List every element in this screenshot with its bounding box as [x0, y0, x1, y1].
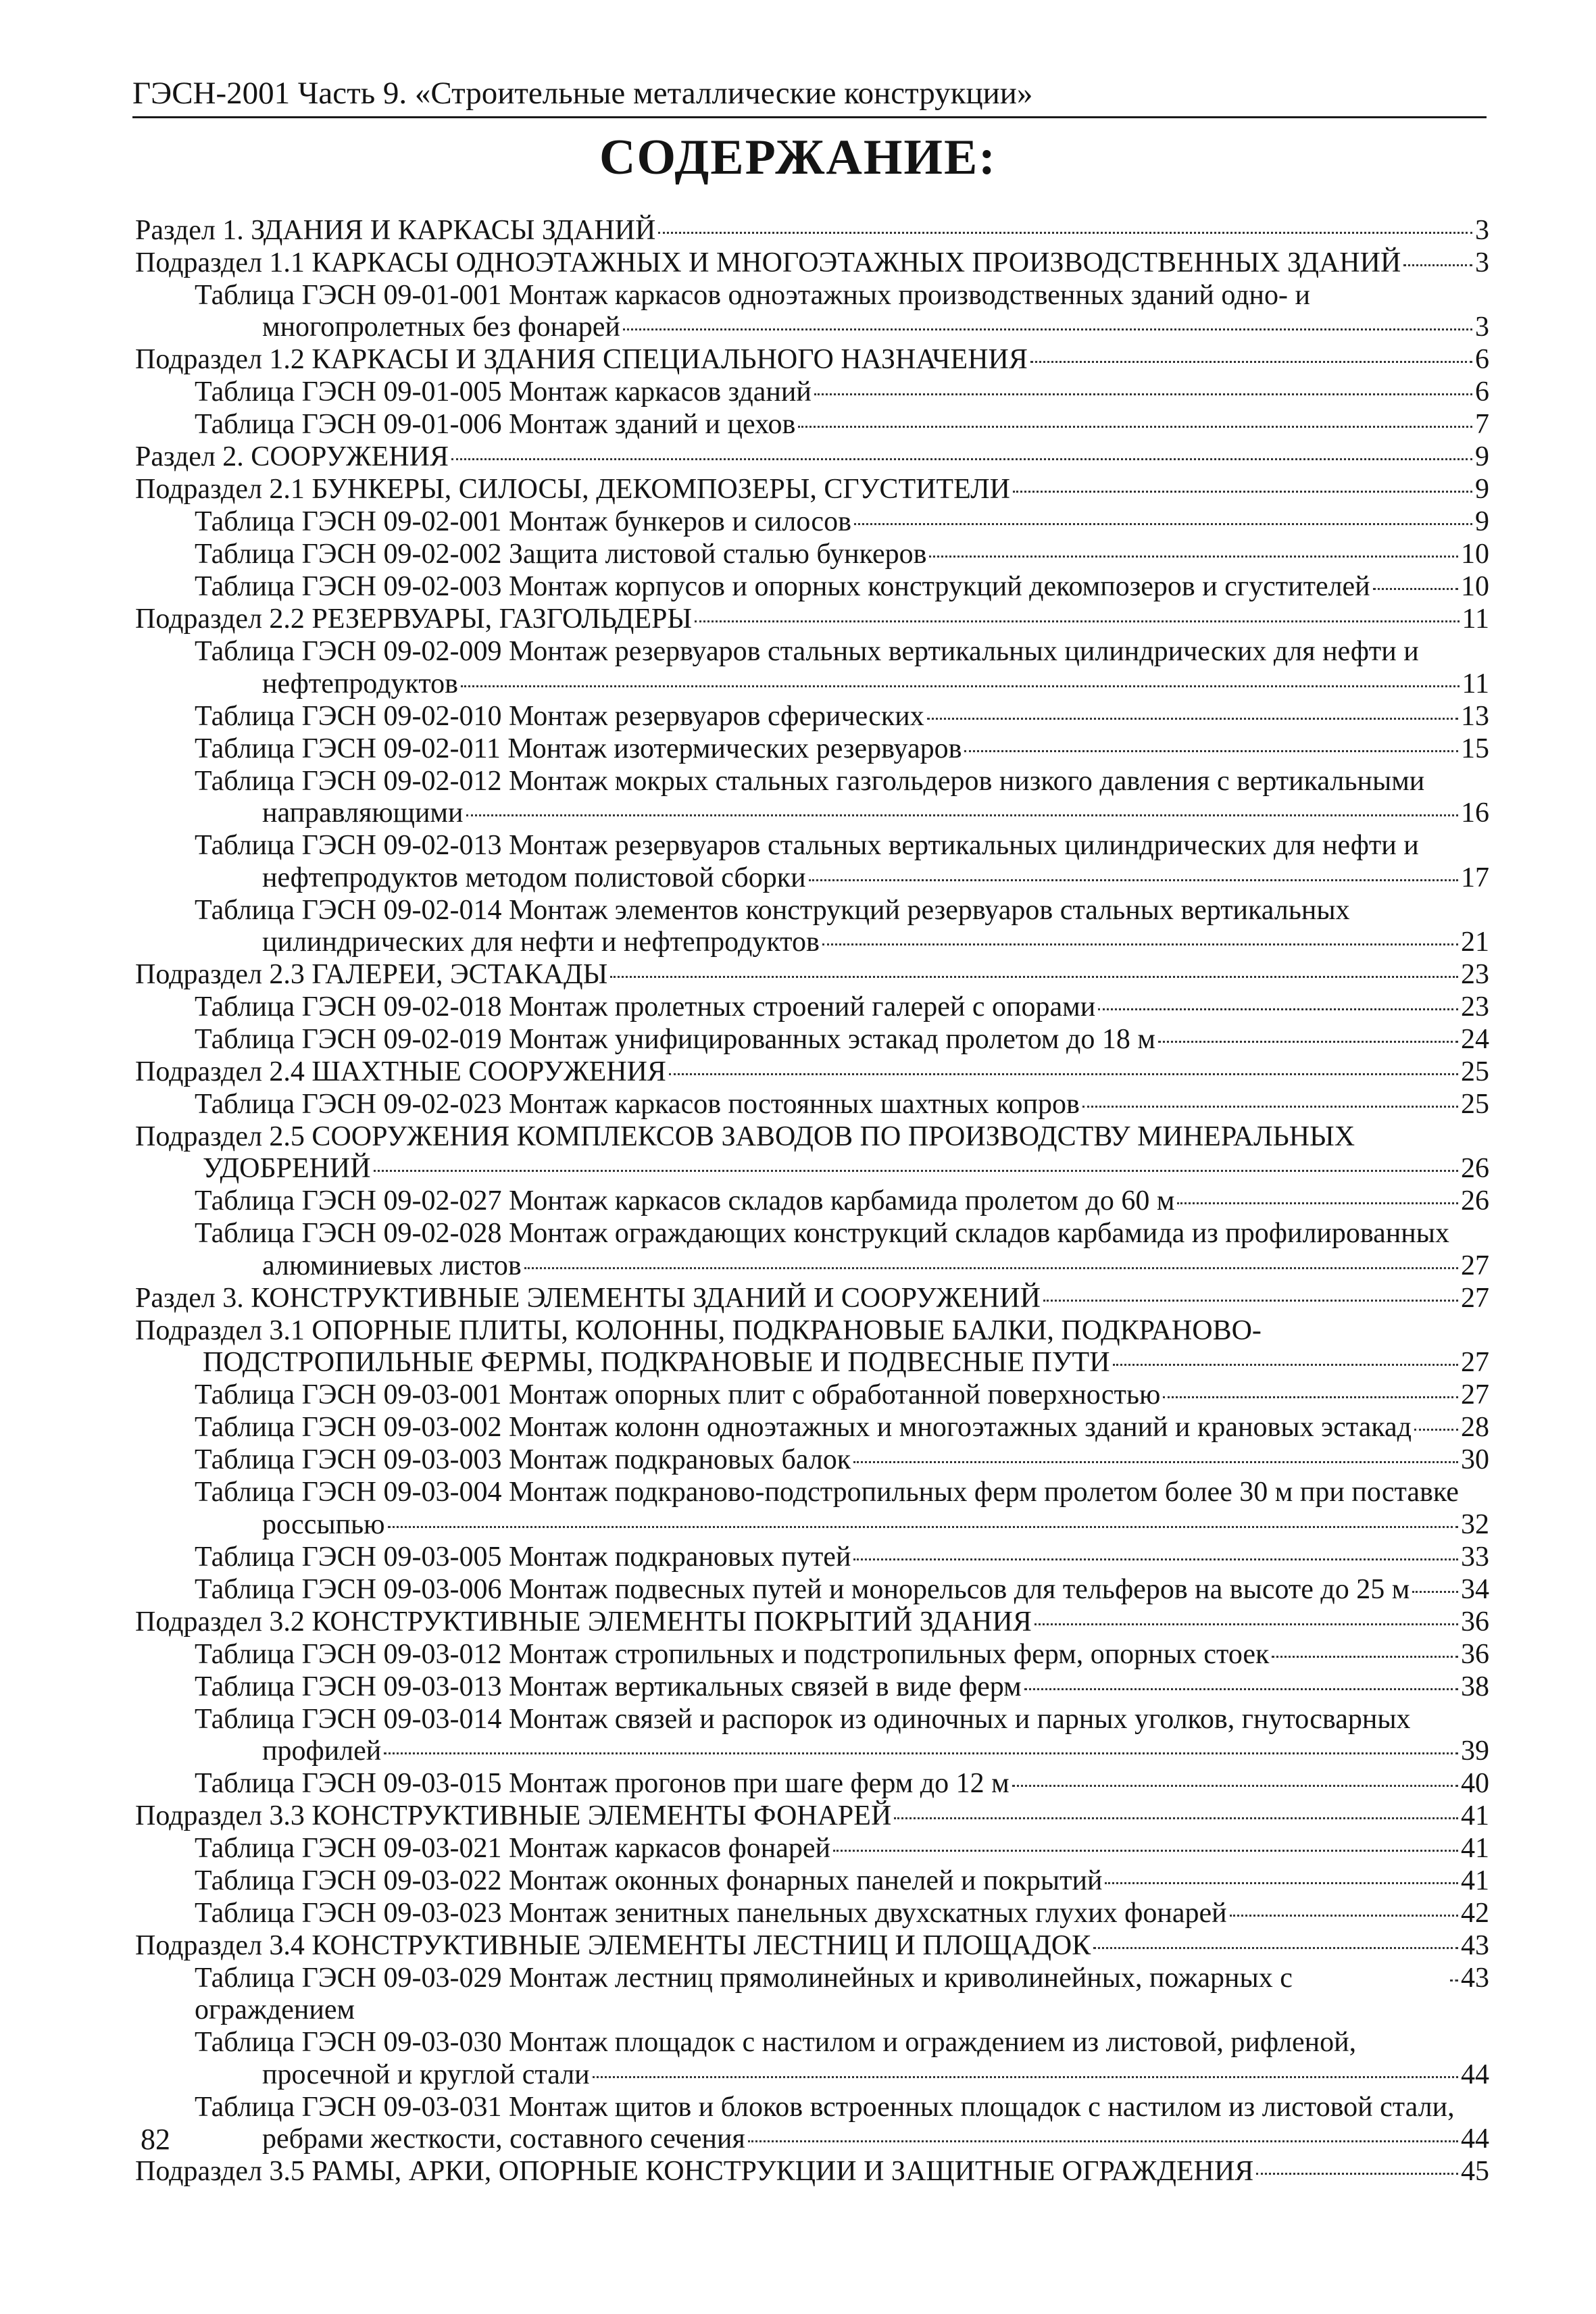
toc-entry-label-line: Подраздел 3.1 ОПОРНЫЕ ПЛИТЫ, КОЛОННЫ, ПОДКРАНОВЫЕ БАЛКИ, ПОДКРАНОВО-: [135, 1314, 1262, 1346]
toc-entry-page: 9: [1475, 506, 1489, 538]
dot-leader: [1412, 1591, 1458, 1593]
dot-leader: [451, 458, 1472, 460]
toc-entry-label: Подраздел 2.1 БУНКЕРЫ, СИЛОСЫ, ДЕКОМПОЗЕРЫ, СГУСТИТЕЛИ: [135, 474, 1011, 506]
toc-entry[interactable]: [195, 636, 1489, 700]
dot-leader: [1093, 1947, 1458, 1949]
toc-entry-label: Таблица ГЭСН 09-03-015 Монтаж прогонов при шаге ферм до 12 м: [195, 1768, 1009, 1800]
toc-entry-label: Таблица ГЭСН 09-03-012 Монтаж стропильных и подстропильных ферм, опорных стоек: [195, 1638, 1270, 1670]
toc-entry-label-continuation: ПОДСТРОПИЛЬНЫЕ ФЕРМЫ, ПОДКРАНОВЫЕ И ПОДВЕСНЫЕ ПУТИ: [203, 1347, 1110, 1379]
dot-leader: [853, 1461, 1458, 1463]
dot-leader: [593, 2076, 1458, 2078]
dot-leader: [524, 1267, 1458, 1269]
toc-entry[interactable]: [195, 2027, 1489, 2091]
toc-entry-page: 27: [1461, 1250, 1489, 1281]
toc-entry-label: Таблица ГЭСН 09-03-022 Монтаж оконных фонарных панелей и покрытий: [195, 1865, 1103, 1897]
dot-leader: [374, 1170, 1458, 1172]
dot-leader: [929, 556, 1458, 558]
toc-entry-label: Таблица ГЭСН 09-02-018 Монтаж пролетных строений галерей с опорами: [195, 991, 1096, 1023]
toc-entry-page: 25: [1461, 1089, 1489, 1121]
page-number: 82: [141, 2123, 170, 2156]
toc-entry[interactable]: [195, 1639, 1489, 1671]
toc-entry-page: 10: [1461, 571, 1489, 603]
toc-entry-page: 17: [1461, 862, 1489, 893]
toc-entry[interactable]: [195, 1412, 1489, 1444]
dot-leader: [894, 1817, 1458, 1819]
dot-leader: [822, 943, 1458, 945]
toc-entry-page: 11: [1462, 668, 1489, 699]
toc-entry-page: 9: [1475, 441, 1489, 473]
dot-leader: [814, 393, 1472, 395]
toc-entry[interactable]: [195, 1574, 1489, 1606]
dot-leader: [1043, 1300, 1458, 1302]
toc-entry-page: 43: [1461, 1930, 1489, 1962]
toc-entry-page: 41: [1461, 1833, 1489, 1865]
dot-leader: [388, 1526, 1458, 1528]
dot-leader: [1034, 1623, 1458, 1625]
toc-entry[interactable]: [195, 1865, 1489, 1897]
toc-entry-label: Таблица ГЭСН 09-03-021 Монтаж каркасов фонарей: [195, 1833, 831, 1865]
dot-leader: [1272, 1656, 1458, 1658]
toc-entry[interactable]: [135, 1930, 1489, 1962]
toc-entry-label-line: Таблица ГЭСН 09-02-009 Монтаж резервуаров стальных вертикальных цилиндрических для нефти и: [195, 636, 1419, 668]
toc-entry[interactable]: [195, 280, 1489, 344]
toc-entry-page: 42: [1461, 1898, 1489, 1929]
dot-leader: [610, 976, 1458, 978]
toc-entry[interactable]: [195, 1833, 1489, 1865]
toc-entry-page: 23: [1461, 991, 1489, 1023]
toc-entry-label-continuation: ребрами жесткости, составного сечения: [262, 2123, 745, 2155]
toc-entry-page: 27: [1461, 1347, 1489, 1379]
toc-entry[interactable]: [135, 1121, 1489, 1185]
toc-entry-page: 6: [1475, 376, 1489, 408]
dot-leader: [1230, 1915, 1458, 1917]
toc-entry-page: 26: [1461, 1153, 1489, 1185]
toc-entry-label: Подраздел 2.2 РЕЗЕРВУАРЫ, ГАЗГОЛЬДЕРЫ: [135, 604, 692, 635]
toc-entry[interactable]: [195, 1477, 1489, 1541]
toc-entry-label-line: Таблица ГЭСН 09-03-030 Монтаж площадок с настилом и ограждением из листовой, рифленой,: [195, 2027, 1357, 2059]
toc-entry-label-line: Таблица ГЭСН 09-03-031 Монтаж щитов и блоков встроенных площадок с настилом из листовой стали,: [195, 2091, 1455, 2123]
toc-entry-page: 36: [1461, 1638, 1489, 1670]
toc-entry-page: 44: [1461, 2059, 1489, 2090]
toc-entry-label: Подраздел 2.4 ШАХТНЫЕ СООРУЖЕНИЯ: [135, 1056, 666, 1088]
toc-entry-page: 41: [1461, 1865, 1489, 1897]
dot-leader: [798, 426, 1472, 428]
toc-entry-label-line: Таблица ГЭСН 09-01-001 Монтаж каркасов одноэтажных производственных зданий одно- и: [195, 280, 1310, 311]
toc-entry-page: 28: [1461, 1412, 1489, 1444]
toc-entry-label-continuation: профилей: [262, 1736, 382, 1767]
toc-entry-label-line: Таблица ГЭСН 09-03-004 Монтаж подкраново-подстропильных ферм пролетом более 30 м при поставке: [195, 1477, 1459, 1508]
toc-entry[interactable]: [135, 441, 1489, 473]
dot-leader: [1163, 1396, 1458, 1398]
dot-leader: [1024, 1688, 1458, 1690]
toc-entry-label-line: Таблица ГЭСН 09-03-014 Монтаж связей и распорок из одиночных и парных уголков, гнутосварных: [195, 1703, 1411, 1735]
dot-leader: [1012, 1785, 1458, 1787]
toc-entry-label: Таблица ГЭСН 09-03-001 Монтаж опорных плит с обработанной поверхностью: [195, 1379, 1161, 1411]
dot-leader: [658, 232, 1472, 234]
dot-leader: [1450, 1979, 1458, 1981]
toc-entry[interactable]: [195, 1379, 1489, 1411]
toc-entry-label: Подраздел 3.4 КОНСТРУКТИВНЫЕ ЭЛЕМЕНТЫ ЛЕСТНИЦ И ПЛОЩАДОК: [135, 1930, 1091, 1962]
toc-entry-label: Раздел 2. СООРУЖЕНИЯ: [135, 441, 449, 473]
toc-entry[interactable]: [135, 1283, 1489, 1314]
dot-leader: [461, 685, 1460, 687]
toc-entry[interactable]: [195, 701, 1489, 733]
toc-entry-page: 3: [1475, 312, 1489, 343]
toc-entry-page: 38: [1461, 1671, 1489, 1702]
toc-entry-page: 11: [1462, 604, 1489, 635]
toc-entry[interactable]: [135, 474, 1489, 506]
toc-entry[interactable]: [195, 1768, 1489, 1800]
toc-entry-page: 16: [1461, 797, 1489, 829]
toc-entry-page: 6: [1475, 344, 1489, 376]
toc-entry[interactable]: [195, 1671, 1489, 1703]
toc-entry[interactable]: [135, 2156, 1489, 2188]
toc-entry-page: 39: [1461, 1736, 1489, 1767]
toc-entry[interactable]: [135, 344, 1489, 376]
toc-entry[interactable]: [195, 506, 1489, 538]
toc-entry[interactable]: [195, 1185, 1489, 1217]
toc-entry-label: Раздел 3. КОНСТРУКТИВНЫЕ ЭЛЕМЕНТЫ ЗДАНИЙ И СООРУЖЕНИЙ: [135, 1282, 1041, 1314]
dot-leader: [964, 750, 1458, 752]
dot-leader: [695, 620, 1460, 622]
toc-entry-label-continuation: россыпью: [262, 1508, 385, 1540]
toc-entry[interactable]: [195, 895, 1489, 959]
toc-entry-label: Подраздел 1.1 КАРКАСЫ ОДНОЭТАЖНЫХ И МНОГОЭТАЖНЫХ ПРОИЗВОДСТВЕННЫХ ЗДАНИЙ: [135, 247, 1401, 278]
toc-entry-label: Подраздел 3.3 КОНСТРУКТИВНЫЕ ЭЛЕМЕНТЫ ФОНАРЕЙ: [135, 1800, 892, 1832]
toc-entry-page: 32: [1461, 1508, 1489, 1540]
dot-leader: [1082, 1106, 1458, 1108]
toc-entry-label: Подраздел 1.2 КАРКАСЫ И ЗДАНИЯ СПЕЦИАЛЬНОГО НАЗНАЧЕНИЯ: [135, 344, 1028, 376]
toc-entry[interactable]: [195, 766, 1489, 830]
toc-entry-label: Таблица ГЭСН 09-02-003 Монтаж корпусов и опорных конструкций декомпозеров и сгустителей: [195, 571, 1370, 603]
toc-entry-label-line: Таблица ГЭСН 09-02-028 Монтаж ограждающих конструкций складов карбамида из профилированных: [195, 1218, 1449, 1250]
toc-entry[interactable]: [195, 1542, 1489, 1573]
toc-entry-label-line: Подраздел 2.5 СООРУЖЕНИЯ КОМПЛЕКСОВ ЗАВОДОВ ПО ПРОИЗВОДСТВУ МИНЕРАЛЬНЫХ: [135, 1121, 1355, 1153]
dot-leader: [1256, 2173, 1458, 2175]
toc-entry[interactable]: [195, 571, 1489, 603]
toc-entry-page: 15: [1461, 733, 1489, 764]
toc-entry-page: 3: [1475, 215, 1489, 246]
toc-entry[interactable]: [195, 1089, 1489, 1121]
dot-leader: [669, 1073, 1458, 1075]
toc-entry-label: Таблица ГЭСН 09-02-011 Монтаж изотермических резервуаров: [195, 733, 962, 764]
toc-entry[interactable]: [195, 991, 1489, 1023]
toc-entry-label-continuation: просечной и круглой стали: [262, 2059, 590, 2090]
toc-entry-label-line: Таблица ГЭСН 09-02-012 Монтаж мокрых стальных газгольдеров низкого давления с вертикальными: [195, 765, 1425, 797]
toc-entry-label-line: Таблица ГЭСН 09-02-014 Монтаж элементов конструкций резервуаров стальных вертикальных: [195, 894, 1350, 926]
toc-entry-label: Таблица ГЭСН 09-03-006 Монтаж подвесных путей и монорельсов для тельферов на высоте до 25 м: [195, 1573, 1410, 1605]
toc-entry-label: Таблица ГЭСН 09-03-003 Монтаж подкрановых балок: [195, 1444, 851, 1476]
toc-entry-label: Таблица ГЭСН 09-02-002 Защита листовой сталью бункеров: [195, 539, 927, 570]
toc-entry-label: Таблица ГЭСН 09-01-005 Монтаж каркасов зданий: [195, 376, 812, 408]
dot-leader: [1098, 1008, 1458, 1010]
toc-entry-page: 40: [1461, 1768, 1489, 1800]
toc-entry[interactable]: [135, 215, 1489, 247]
toc-entry[interactable]: [195, 1704, 1489, 1768]
toc-entry-page: 7: [1475, 409, 1489, 441]
toc-entry-label: Таблица ГЭСН 09-03-013 Монтаж вертикальных связей в виде ферм: [195, 1671, 1022, 1702]
toc-entry-page: 44: [1461, 2123, 1489, 2155]
toc-entry-page: 24: [1461, 1024, 1489, 1056]
toc-entry-page: 10: [1461, 539, 1489, 570]
toc-entry-label: Таблица ГЭСН 09-03-005 Монтаж подкрановых путей: [195, 1541, 851, 1573]
dot-leader: [853, 1558, 1458, 1560]
toc-entry-page: 23: [1461, 959, 1489, 991]
table-of-contents: [0, 215, 1596, 2188]
toc-entry-label-continuation: нефтепродуктов: [262, 668, 458, 699]
running-header: ГЭСН-2001 Часть 9. «Строительные металлические конструкции»: [132, 76, 1033, 111]
dot-leader: [1177, 1202, 1458, 1204]
toc-entry[interactable]: [135, 604, 1489, 635]
header-rule: [132, 116, 1487, 118]
dot-leader: [1158, 1041, 1458, 1043]
toc-entry[interactable]: [135, 1606, 1489, 1638]
toc-entry-page: 9: [1475, 474, 1489, 506]
toc-entry-label: Таблица ГЭСН 09-03-029 Монтаж лестниц прямолинейных и криволинейных, пожарных с ограждением: [195, 1963, 1293, 2026]
toc-entry[interactable]: [195, 1963, 1489, 2027]
toc-entry-label: Подраздел 3.2 КОНСТРУКТИВНЫЕ ЭЛЕМЕНТЫ ПОКРЫТИЙ ЗДАНИЯ: [135, 1606, 1032, 1638]
toc-entry[interactable]: [135, 1315, 1489, 1379]
toc-entry-label-line: Таблица ГЭСН 09-02-013 Монтаж резервуаров стальных вертикальных цилиндрических для нефти и: [195, 830, 1419, 862]
dot-leader: [1013, 491, 1472, 493]
toc-entry-label: Раздел 1. ЗДАНИЯ И КАРКАСЫ ЗДАНИЙ: [135, 215, 656, 246]
dot-leader: [466, 814, 1459, 816]
toc-entry-label: Подраздел 3.5 РАМЫ, АРКИ, ОПОРНЫЕ КОНСТРУКЦИИ И ЗАЩИТНЫЕ ОГРАЖДЕНИЯ: [135, 2156, 1254, 2188]
toc-entry[interactable]: [135, 1056, 1489, 1088]
toc-entry-page: 21: [1461, 927, 1489, 958]
dot-leader: [833, 1850, 1458, 1852]
toc-entry[interactable]: [195, 409, 1489, 441]
toc-entry-page: 25: [1461, 1056, 1489, 1088]
toc-entry-label: Таблица ГЭСН 09-01-006 Монтаж зданий и цехов: [195, 409, 796, 441]
toc-entry-page: 27: [1461, 1379, 1489, 1411]
toc-entry-page: 30: [1461, 1444, 1489, 1476]
toc-entry-label-continuation: нефтепродуктов методом полистовой сборки: [262, 862, 806, 893]
dot-leader: [384, 1752, 1458, 1754]
dot-leader: [1403, 264, 1472, 266]
toc-entry-label-continuation: многопролетных без фонарей: [262, 312, 620, 343]
toc-entry[interactable]: [195, 1444, 1489, 1476]
toc-entry-page: 33: [1461, 1541, 1489, 1573]
toc-entry[interactable]: [195, 1024, 1489, 1056]
toc-entry-label-continuation: цилиндрических для нефти и нефтепродуктов: [262, 927, 820, 958]
toc-entry[interactable]: [135, 247, 1489, 279]
dot-leader: [748, 2140, 1458, 2142]
toc-entry-page: 27: [1461, 1282, 1489, 1314]
toc-entry-page: 41: [1461, 1800, 1489, 1832]
toc-entry[interactable]: [195, 830, 1489, 894]
toc-entry-label: Подраздел 2.3 ГАЛЕРЕИ, ЭСТАКАДЫ: [135, 959, 608, 991]
toc-entry[interactable]: [135, 959, 1489, 991]
toc-entry-label: Таблица ГЭСН 09-02-027 Монтаж каркасов складов карбамида пролетом до 60 м: [195, 1185, 1175, 1217]
toc-entry-label: Таблица ГЭСН 09-02-001 Монтаж бункеров и силосов: [195, 506, 851, 538]
dot-leader: [1030, 361, 1472, 363]
dot-leader: [1414, 1429, 1458, 1431]
toc-entry[interactable]: [195, 2092, 1489, 2156]
toc-entry-page: 34: [1461, 1573, 1489, 1605]
toc-entry[interactable]: [135, 1800, 1489, 1832]
toc-entry-page: 43: [1461, 1963, 1489, 1994]
toc-entry-label-continuation: УДОБРЕНИЙ: [203, 1153, 371, 1185]
dot-leader: [1113, 1364, 1458, 1366]
dot-leader: [1105, 1882, 1458, 1884]
toc-entry-label: Таблица ГЭСН 09-02-023 Монтаж каркасов постоянных шахтных копров: [195, 1089, 1080, 1121]
toc-entry-label-continuation: алюминиевых листов: [262, 1250, 522, 1281]
dot-leader: [854, 523, 1472, 525]
dot-leader: [1373, 588, 1458, 590]
page-title: СОДЕРЖАНИЕ:: [599, 130, 997, 185]
toc-entry[interactable]: [195, 376, 1489, 408]
toc-entry-label: Таблица ГЭСН 09-02-019 Монтаж унифицированных эстакад пролетом до 18 м: [195, 1024, 1155, 1056]
dot-leader: [927, 718, 1458, 720]
toc-entry-label: Таблица ГЭСН 09-02-010 Монтаж резервуаров сферических: [195, 700, 924, 732]
toc-entry-page: 3: [1475, 247, 1489, 278]
toc-entry-label: Таблица ГЭСН 09-03-023 Монтаж зенитных панельных двухскатных глухих фонарей: [195, 1898, 1227, 1929]
toc-entry-label-continuation: направляющими: [262, 797, 464, 829]
toc-entry-page: 26: [1461, 1185, 1489, 1217]
toc-entry[interactable]: [195, 733, 1489, 765]
toc-entry-page: 13: [1461, 700, 1489, 732]
toc-entry-label: Таблица ГЭСН 09-03-002 Монтаж колонн одноэтажных и многоэтажных зданий и крановых эстакад: [195, 1412, 1412, 1444]
dot-leader: [623, 328, 1472, 330]
toc-entry[interactable]: [195, 1898, 1489, 1929]
toc-entry-page: 36: [1461, 1606, 1489, 1638]
toc-entry-page: 45: [1461, 2156, 1489, 2188]
toc-entry[interactable]: [195, 539, 1489, 570]
toc-entry[interactable]: [195, 1218, 1489, 1282]
dot-leader: [809, 879, 1458, 881]
